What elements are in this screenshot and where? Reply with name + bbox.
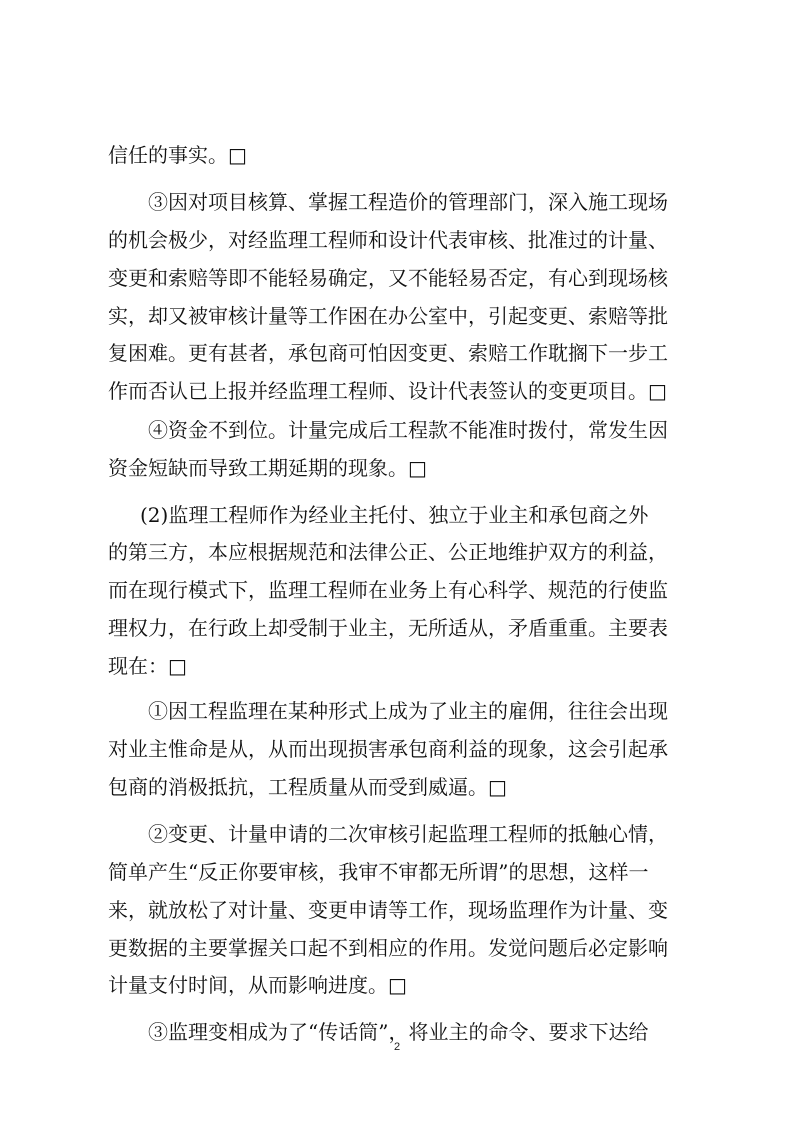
text-line: 而在现行模式下，监理工程师在业务上有心科学、规范的行使监	[108, 578, 668, 602]
text-line: 资金短缺而导致工期延期的现象。□	[108, 456, 427, 480]
text-line: 来，就放松了对计量、变更申请等工作，现场监理作为计量、变	[108, 898, 668, 922]
text-line: 实，却又被审核计量等工作困在办公室中，引起变更、索赔等批	[108, 304, 668, 328]
text-line: 现在：□	[108, 654, 187, 678]
text-line: ③因对项目核算、掌握工程造价的管理部门，深入施工现场	[148, 190, 668, 214]
text-line: 包商的消极抵抗，工程质量从而受到威逼。□	[108, 775, 507, 799]
text-line: 理权力，在行政上却受制于业主，无所适从，矛盾重重。主要表	[108, 616, 668, 640]
text-line: 信任的事实。□	[108, 143, 247, 167]
text-line: 作而否认已上报并经监理工程师、设计代表签认的变更项目。□	[108, 379, 667, 403]
text-line: ①因工程监理在某种形式上成为了业主的雇佣，往往会出现	[148, 699, 668, 723]
page-number: 2	[393, 1041, 401, 1053]
text-line: ③监理变相成为了“传话筒”，将业主的命令、要求下达给	[148, 1020, 649, 1044]
text-line: ②变更、计量申请的二次审核引起监理工程师的抵触心情，	[148, 822, 668, 846]
text-line: 的机会极少，对经监理工程师和设计代表审核、批准过的计量、	[108, 228, 668, 252]
text-line: 对业主惟命是从，从而出现损害承包商利益的现象，这会引起承	[108, 737, 668, 761]
text-line: 计量支付时间，从而影响进度。□	[108, 973, 407, 997]
text-line: 变更和索赔等即不能轻易确定，又不能轻易否定，有心到现场核	[108, 266, 668, 290]
text-line: 更数据的主要掌握关口起不到相应的作用。发觉问题后必定影响	[108, 936, 668, 960]
text-line: (2)监理工程师作为经业主托付、独立于业主和承包商之外	[140, 503, 649, 527]
text-line: 复困难。更有甚者，承包商可怕因变更、索赔工作耽搁下一步工	[108, 341, 668, 365]
text-line: 简单产生“反正你要审核，我审不审都无所谓”的思想，这样一	[108, 860, 649, 884]
text-line: ④资金不到位。计量完成后工程款不能准时拨付，常发生因	[148, 418, 668, 442]
text-line: 的第三方，本应根据规范和法律公正、公正地维护双方的利益，	[108, 540, 668, 564]
